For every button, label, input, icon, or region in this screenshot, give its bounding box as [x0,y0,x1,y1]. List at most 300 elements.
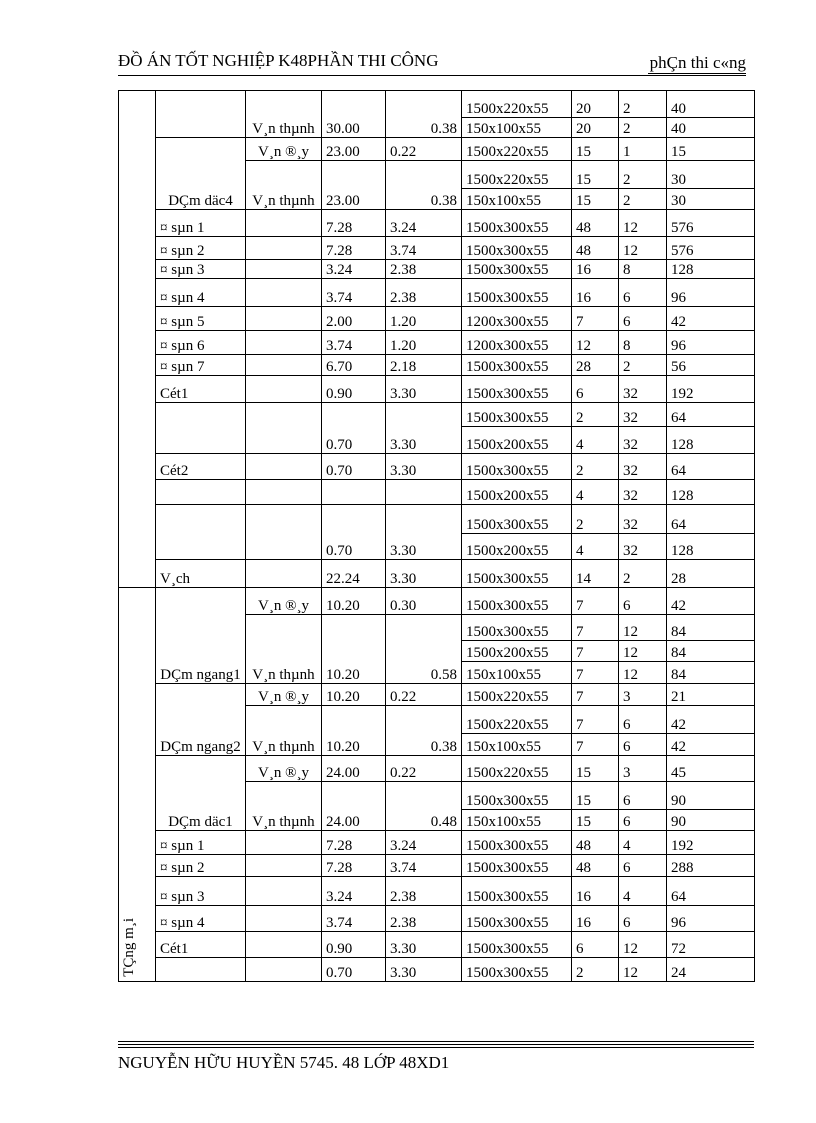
cell-text: V¸n thµnh [252,739,315,755]
row-multiplier: 6 [619,307,667,331]
row-total: 128 [667,427,755,454]
row-count: 7 [572,615,619,641]
table-row [119,932,755,958]
row-part [246,279,322,307]
row-count: 48 [572,237,619,260]
row-part [246,932,322,958]
beam-group-label [156,756,246,831]
row-panel-size: 1500x200x55 [462,427,572,454]
row-total: 192 [667,376,755,403]
table-row [119,91,755,118]
row-count: 15 [572,161,619,189]
row-multiplier: 8 [619,331,667,355]
cell-text: 0.38 [430,193,457,209]
row-panel-size: 1500x300x55 [462,958,572,982]
cell-text: 0.38 [430,121,457,137]
row-total: 84 [667,662,755,684]
cell-text: 10.20 [326,739,360,755]
row-panel-size: 1500x200x55 [462,641,572,662]
row-multiplier: 4 [619,877,667,906]
row-total: 42 [667,307,755,331]
beam-group-label [156,91,246,138]
row-multiplier: 12 [619,932,667,958]
row-width: 3.30 [386,560,462,588]
row-part [246,877,322,906]
row-count: 4 [572,480,619,505]
row-part [246,260,322,279]
row-name: ¤ sµn 1 [156,831,246,855]
row-name: ¤ sµn 1 [156,210,246,237]
row-panel-size: 1500x300x55 [462,210,572,237]
row-total: 56 [667,355,755,376]
cell-text: DÇm ngang1 [160,667,241,683]
part-label [246,782,322,831]
row-count: 15 [572,810,619,831]
row-width: 3.24 [386,210,462,237]
row-length: 24.00 [322,756,386,782]
row-length: 3.24 [322,260,386,279]
row-length [322,782,386,831]
row-name [156,958,246,982]
row-part [246,906,322,932]
row-panel-size: 1500x300x55 [462,560,572,588]
row-panel-size: 1500x300x55 [462,831,572,855]
row-count: 2 [572,403,619,427]
part-label [246,588,322,615]
row-panel-size: 1500x220x55 [462,161,572,189]
table-row [119,831,755,855]
row-width [386,480,462,505]
row-panel-size: 150x100x55 [462,189,572,210]
row-name: ¤ sµn 3 [156,877,246,906]
beam-group-label [156,588,246,684]
row-length [322,615,386,684]
row-multiplier: 32 [619,427,667,454]
row-multiplier: 6 [619,810,667,831]
row-count: 15 [572,189,619,210]
row-width [386,706,462,756]
row-panel-size: 1500x300x55 [462,260,572,279]
row-panel-size: 1500x200x55 [462,480,572,505]
row-length: 7.28 [322,210,386,237]
row-length [322,706,386,756]
row-length: 0.90 [322,932,386,958]
row-count: 20 [572,118,619,138]
row-name: Cét1 [156,932,246,958]
row-width [386,161,462,210]
table-row [119,138,755,161]
row-multiplier: 8 [619,260,667,279]
row-width: 3.74 [386,237,462,260]
row-width [386,403,462,454]
table-row [119,560,755,588]
row-total: 288 [667,855,755,877]
row-part [246,355,322,376]
row-part [246,210,322,237]
row-part [246,958,322,982]
row-total: 30 [667,161,755,189]
row-multiplier: 32 [619,505,667,534]
row-multiplier: 1 [619,138,667,161]
row-part [246,560,322,588]
row-length [322,91,386,138]
row-total: 64 [667,403,755,427]
row-name: V¸ch [156,560,246,588]
row-total: 40 [667,118,755,138]
row-length: 7.28 [322,831,386,855]
row-multiplier: 12 [619,641,667,662]
row-width: 2.38 [386,279,462,307]
row-count: 48 [572,210,619,237]
header-rule-short [648,73,746,74]
cell-text: 0.70 [326,543,353,559]
table-row [119,237,755,260]
table-row [119,588,755,615]
row-panel-size: 1500x300x55 [462,782,572,810]
part-label [246,403,322,454]
row-panel-size: 1500x300x55 [462,855,572,877]
row-multiplier: 6 [619,906,667,932]
row-width [386,505,462,560]
row-width [386,615,462,684]
row-part [246,831,322,855]
row-panel-size: 1200x300x55 [462,331,572,355]
row-multiplier: 3 [619,756,667,782]
row-length [322,403,386,454]
row-length [322,161,386,210]
row-total: 576 [667,210,755,237]
row-width: 3.30 [386,454,462,480]
row-width: 1.20 [386,307,462,331]
row-panel-size: 1500x220x55 [462,756,572,782]
row-count: 4 [572,427,619,454]
row-total: 21 [667,684,755,706]
row-length: 7.28 [322,237,386,260]
row-count: 7 [572,734,619,756]
cell-text: 30.00 [326,121,360,137]
cell-text: 0.58 [430,667,457,683]
beam-group-label [156,403,246,454]
table-row [119,756,755,782]
cell-text: 3.30 [390,543,417,559]
row-panel-size: 1200x300x55 [462,307,572,331]
row-part [246,855,322,877]
row-part [246,480,322,505]
cell-text: V¸n ®¸y [258,765,309,781]
table-row [119,877,755,906]
row-count: 15 [572,782,619,810]
part-label [246,684,322,706]
row-width: 2.38 [386,260,462,279]
cell-text: V¸n thµnh [252,814,315,830]
row-count: 15 [572,756,619,782]
row-total: 576 [667,237,755,260]
part-label [246,756,322,782]
table-row [119,684,755,706]
row-name: ¤ sµn 3 [156,260,246,279]
cell-text: V¸n ®¸y [258,144,309,160]
row-count: 16 [572,279,619,307]
row-total: 192 [667,831,755,855]
table-row [119,279,755,307]
row-multiplier: 32 [619,454,667,480]
row-width: 0.22 [386,138,462,161]
row-panel-size: 1500x300x55 [462,932,572,958]
row-part [246,331,322,355]
row-multiplier: 32 [619,480,667,505]
row-width: 0.22 [386,756,462,782]
formwork-table [118,90,755,982]
cell-text: 0.48 [430,814,457,830]
row-total: 28 [667,560,755,588]
row-part [246,307,322,331]
row-length: 10.20 [322,588,386,615]
row-length: 3.74 [322,331,386,355]
row-length [322,480,386,505]
row-panel-size: 1500x300x55 [462,355,572,376]
row-width: 1.20 [386,331,462,355]
row-count: 16 [572,877,619,906]
row-width: 3.74 [386,855,462,877]
row-count: 16 [572,260,619,279]
row-count: 20 [572,91,619,118]
table-row [119,480,755,505]
row-length: 6.70 [322,355,386,376]
row-panel-size: 1500x300x55 [462,588,572,615]
table-row [119,260,755,279]
cell-text: DÇm däc4 [168,193,233,209]
row-width: 0.22 [386,684,462,706]
row-multiplier: 6 [619,588,667,615]
table-row [119,855,755,877]
footer-rule [118,1047,754,1048]
row-count: 48 [572,831,619,855]
part-label [246,138,322,161]
row-name: ¤ sµn 2 [156,237,246,260]
row-part [246,237,322,260]
row-total: 90 [667,810,755,831]
row-count: 7 [572,684,619,706]
cell-text: 23.00 [326,193,360,209]
row-total: 42 [667,734,755,756]
row-total: 128 [667,260,755,279]
row-multiplier: 32 [619,534,667,560]
row-panel-size: 1500x300x55 [462,505,572,534]
cell-text: V¸n ®¸y [258,689,309,705]
row-count: 2 [572,958,619,982]
table-row [119,307,755,331]
row-multiplier: 6 [619,782,667,810]
row-length: 3.24 [322,877,386,906]
row-width: 2.18 [386,355,462,376]
row-total: 15 [667,138,755,161]
row-multiplier: 12 [619,662,667,684]
row-panel-size: 1500x220x55 [462,706,572,734]
row-multiplier: 2 [619,91,667,118]
row-count: 7 [572,641,619,662]
part-label [246,505,322,560]
row-panel-size: 1500x300x55 [462,403,572,427]
cell-text: 24.00 [326,814,360,830]
row-multiplier: 12 [619,615,667,641]
row-length: 3.74 [322,279,386,307]
row-part [246,376,322,403]
table-row [119,906,755,932]
row-width: 2.38 [386,906,462,932]
row-multiplier: 2 [619,189,667,210]
cell-text: V¸n thµnh [252,667,315,683]
row-panel-size: 1500x300x55 [462,906,572,932]
row-count: 6 [572,376,619,403]
row-panel-size: 150x100x55 [462,662,572,684]
row-length: 0.70 [322,958,386,982]
beam-group-label [156,138,246,210]
row-count: 7 [572,662,619,684]
footer-rule [118,1041,754,1042]
row-panel-size: 1500x300x55 [462,877,572,906]
row-length: 0.70 [322,454,386,480]
row-count: 16 [572,906,619,932]
row-total: 72 [667,932,755,958]
row-count: 2 [572,505,619,534]
row-length: 7.28 [322,855,386,877]
row-multiplier: 12 [619,237,667,260]
cell-text: DÇm ngang2 [160,739,241,755]
row-multiplier: 2 [619,560,667,588]
cell-text: 3.30 [390,437,417,453]
cell-text: 10.20 [326,667,360,683]
row-width: 3.30 [386,958,462,982]
row-multiplier: 2 [619,161,667,189]
table-row [119,376,755,403]
section-label-text: TÇng m¸i [121,918,137,977]
part-label [246,615,322,684]
part-label [246,91,322,138]
row-length: 10.20 [322,684,386,706]
row-panel-size: 1500x300x55 [462,279,572,307]
row-total: 84 [667,641,755,662]
row-total: 96 [667,331,755,355]
row-panel-size: 1500x200x55 [462,534,572,560]
row-total: 64 [667,505,755,534]
section-label-roof [119,588,156,982]
row-total: 64 [667,877,755,906]
row-multiplier: 2 [619,355,667,376]
cell-text: V¸n thµnh [252,193,315,209]
row-total: 84 [667,615,755,641]
row-count: 7 [572,706,619,734]
table-row [119,505,755,534]
row-length: 22.24 [322,560,386,588]
row-name: ¤ sµn 2 [156,855,246,877]
row-total: 96 [667,279,755,307]
row-count: 48 [572,855,619,877]
cell-text: V¸n ®¸y [258,598,309,614]
row-total: 42 [667,706,755,734]
row-count: 15 [572,138,619,161]
beam-group-label [156,480,246,505]
row-count: 2 [572,454,619,480]
row-total: 42 [667,588,755,615]
beam-group-label [156,684,246,756]
row-name: Cét2 [156,454,246,480]
row-panel-size: 1500x300x55 [462,376,572,403]
part-label [246,706,322,756]
row-part [246,454,322,480]
row-panel-size: 150x100x55 [462,810,572,831]
row-name: ¤ sµn 7 [156,355,246,376]
header-title: ĐỒ ÁN TỐT NGHIỆP K48PHẦN THI CÔNG [118,51,439,70]
row-width [386,91,462,138]
row-count: 7 [572,307,619,331]
row-width: 2.38 [386,877,462,906]
row-width [386,782,462,831]
part-label [246,161,322,210]
row-panel-size: 150x100x55 [462,734,572,756]
row-panel-size: 1500x220x55 [462,684,572,706]
row-panel-size: 1500x300x55 [462,615,572,641]
row-panel-size: 1500x300x55 [462,237,572,260]
row-total: 30 [667,189,755,210]
row-name: ¤ sµn 4 [156,279,246,307]
row-width: 0.30 [386,588,462,615]
row-length [322,505,386,560]
table-row [119,355,755,376]
row-total: 24 [667,958,755,982]
row-panel-size: 1500x220x55 [462,138,572,161]
row-total: 128 [667,480,755,505]
table-row [119,403,755,427]
row-total: 45 [667,756,755,782]
beam-group-label [156,505,246,560]
row-multiplier: 32 [619,376,667,403]
row-panel-size: 150x100x55 [462,118,572,138]
row-count: 7 [572,588,619,615]
row-width: 3.24 [386,831,462,855]
row-length: 23.00 [322,138,386,161]
row-multiplier: 12 [619,210,667,237]
row-total: 128 [667,534,755,560]
row-total: 90 [667,782,755,810]
row-panel-size: 1500x300x55 [462,454,572,480]
row-length: 2.00 [322,307,386,331]
row-multiplier: 6 [619,279,667,307]
table-row [119,454,755,480]
footer-author: NGUYỄN HỮU HUYỀN 5745. 48 LỚP 48XD1 [118,1053,450,1072]
row-multiplier: 6 [619,706,667,734]
row-count: 28 [572,355,619,376]
section-label [119,91,156,588]
row-width: 3.30 [386,376,462,403]
row-multiplier: 6 [619,855,667,877]
row-name: Cét1 [156,376,246,403]
row-length: 3.74 [322,906,386,932]
row-multiplier: 6 [619,734,667,756]
table-row [119,958,755,982]
row-multiplier: 32 [619,403,667,427]
cell-text: DÇm däc1 [168,814,233,830]
row-multiplier: 2 [619,118,667,138]
row-length: 0.90 [322,376,386,403]
row-multiplier: 4 [619,831,667,855]
row-total: 64 [667,454,755,480]
row-name: ¤ sµn 5 [156,307,246,331]
row-count: 14 [572,560,619,588]
row-panel-size: 1500x220x55 [462,91,572,118]
cell-text: V¸n thµnh [252,121,315,137]
header-rule [118,75,746,76]
row-width: 3.30 [386,932,462,958]
